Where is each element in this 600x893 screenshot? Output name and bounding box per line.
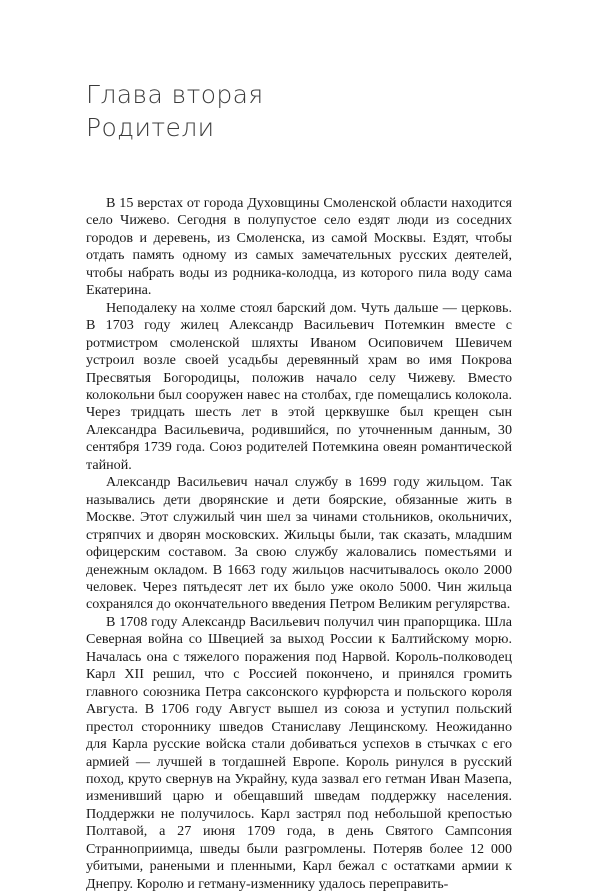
- body-paragraph: Неподалеку на холме стоял барский дом. Чуть дальше — церковь. В 1703 году жилец Александр Васильевич Потемкин вместе с ротмистром смоленской шляхты Иваном Осиповичем Шевичем устроил возле своей усадьбы деревянный храм во имя Покрова Пресвятыя Богородицы, положив начало селу Чижеву. Вместо колокольни был сооружен навес на столбах, где помещались колокола. Через тридцать шесть лет в этой церквушке был крещен сын Александра Васильевича, родившийся, по уточненным данным, 30 сентября 1739 года. Союз родителей Потемкина овеян романтической тайной.: [86, 299, 512, 473]
- chapter-heading-line-2: Родители: [86, 113, 215, 142]
- body-paragraph: Александр Васильевич начал службу в 1699 году жильцом. Так назывались дети дворянские и дети боярские, обязанные жить в Москве. Этот служилый чин шел за чинами стольников, окольничих, стряпчих и дворян московских. Жильцы были, так сказать, младшим офицерским составом. За свою службу жаловались поместьями и денежным окладом. В 1663 году жильцов насчитывалось около 2000 человек. Через пятьдесят лет их было уже около 5000. Чин жильца сохранялся до окончательного введения Петром Великим регулярства.: [86, 474, 512, 613]
- page-text-block: [86, 80, 512, 893]
- body-paragraph: В 1708 году Александр Васильевич получил чин прапорщика. Шла Северная война со Швецией за выход России к Балтийскому морю. Началась она с тяжелого поражения под Нарвой. Король-полководец Карл XII решил, что с Россией покончено, и принялся громить главного союзника Петра саксонского курфюрста и польского короля Августа. В 1706 году Август вышел из союза и уступил польский престол стороннику шведов Станиславу Лещинскому. Неожиданно для Карла русские войска стали добиваться успехов в стычках с его армией — лучшей в тогдашней Европе. Король ринулся в русский поход, круто свернув на Украйну, куда зазвал его гетман Иван Мазепа, изменивший царю и обещавший шведам поддержку населения. Поддержки не получилось. Карл застрял под небольшой крепостью Полтавой, а 27 июня 1709 года, в день Святого Сампсония Странноприимца, шведы были разгромлены. Потеряв более 12 000 убитыми, ранеными и пленными, Карл бежал с остатками армии к Днепру. Королю и гетману-изменнику удалось переправить-: [86, 613, 512, 892]
- chapter-heading-line-1: Глава вторая: [86, 80, 264, 109]
- chapter-heading: [86, 80, 512, 143]
- body-paragraph: В 15 верстах от города Духовщины Смоленской области находится село Чижево. Сегодня в полупустое село ездят люди из соседних городов и деревень, из Смоленска, из самой Москвы. Ездят, чтобы отдать память одному из самых замечательных русских деятелей, чтобы набрать воды из родника-колодца, из которого пила воду сама Екатерина.: [86, 195, 512, 299]
- body-copy: [86, 195, 512, 893]
